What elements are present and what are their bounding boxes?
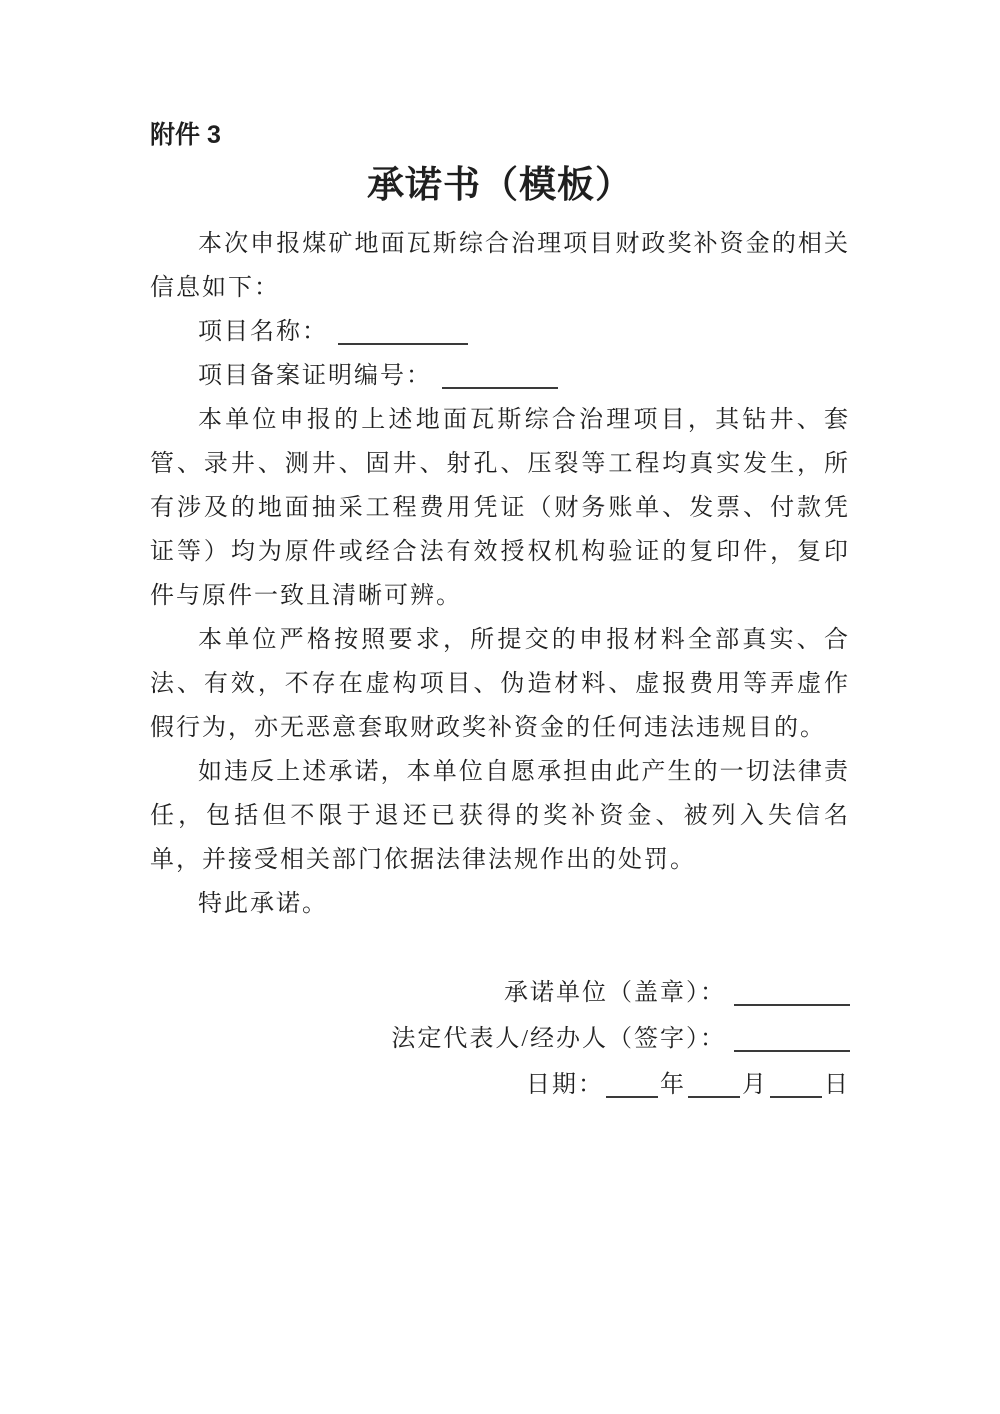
signature-person-line <box>150 1016 850 1062</box>
signature-unit-blank-line <box>734 980 850 1006</box>
signature-date-line <box>150 1062 850 1108</box>
project-name-blank-line <box>338 319 468 345</box>
body-paragraph-2: 本单位严格按照要求，所提交的申报材料全部真实、合法、有效，不存在虚构项目、伪造材料、虚报费用等弄虚作假行为，亦无恶意套取财政奖补资金的任何违法违规目的。 <box>150 627 850 741</box>
signature-block <box>150 970 850 1108</box>
date-day-label: 日 <box>824 1072 850 1098</box>
document-body <box>150 222 850 926</box>
intro-paragraph: 本次申报煤矿地面瓦斯综合治理项目财政奖补资金的相关信息如下： <box>150 231 850 301</box>
date-month-blank-line <box>688 1072 740 1098</box>
signature-unit-line <box>150 970 850 1016</box>
project-name-label: 项目名称： <box>198 319 328 345</box>
signature-person-label: 法定代表人/经办人（签字）： <box>391 1026 726 1052</box>
date-day-blank-line <box>770 1072 822 1098</box>
date-year-label: 年 <box>660 1072 686 1098</box>
record-number-blank-line <box>442 363 558 389</box>
date-label: 日期： <box>526 1072 604 1098</box>
date-year-blank-line <box>606 1072 658 1098</box>
body-paragraph-1: 本单位申报的上述地面瓦斯综合治理项目，其钻井、套管、录井、测井、固井、射孔、压裂等工程均真实发生，所有涉及的地面抽采工程费用凭证（财务账单、发票、付款凭证等）均为原件或经合法有效授权机构验证的复印件，复印件与原件一致且清晰可辨。 <box>150 407 850 609</box>
date-month-label: 月 <box>742 1072 768 1098</box>
signature-unit-label: 承诺单位（盖章）： <box>504 980 726 1006</box>
closing-line: 特此承诺。 <box>198 891 328 917</box>
signature-person-blank-line <box>734 1026 850 1052</box>
attachment-label: 附件 3 <box>150 121 221 149</box>
record-number-field <box>150 354 850 398</box>
document-title: 承诺书（模板） <box>367 164 633 205</box>
body-paragraph-3: 如违反上述承诺，本单位自愿承担由此产生的一切法律责任，包括但不限于退还已获得的奖补资金、被列入失信名单，并接受相关部门依据法律法规作出的处罚。 <box>150 759 850 873</box>
record-number-label: 项目备案证明编号： <box>198 363 432 389</box>
project-name-field <box>150 310 850 354</box>
